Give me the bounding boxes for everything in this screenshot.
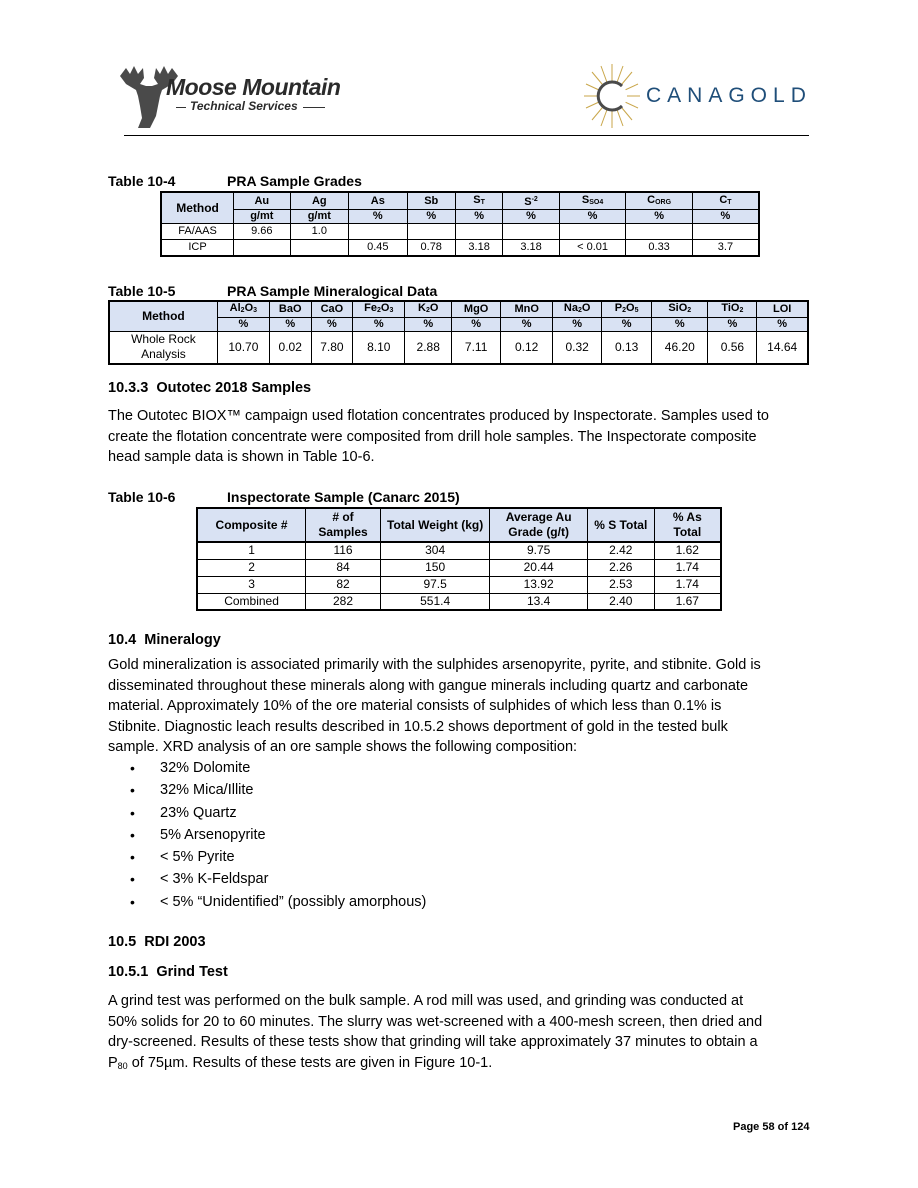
table-row	[197, 559, 721, 576]
moose-logo-line2: Technical Services	[190, 99, 298, 113]
table-cell: 7.11	[452, 332, 501, 364]
section-heading-10-4: 10.4 Mineralogy	[108, 632, 221, 648]
col-header: LOI	[757, 301, 808, 318]
moose-logo-line1: Moose Mountain	[166, 74, 341, 100]
table-cell: 0.32	[553, 332, 602, 364]
method-header: Method	[161, 192, 234, 224]
table-cell: Combined	[197, 593, 306, 610]
table-cell: 0.02	[269, 332, 311, 364]
table-cell	[455, 224, 502, 240]
col-header: MgO	[452, 301, 501, 318]
list-item: • < 3% K-Feldspar	[108, 868, 708, 890]
col-header: $Fe_2O_3$	[353, 301, 405, 318]
table-cell: 7.80	[311, 332, 353, 364]
table-row	[161, 224, 759, 240]
table-10-4	[160, 191, 760, 257]
moose-logo-rule-left	[176, 107, 186, 108]
unit-cell: %	[626, 210, 693, 224]
paragraph-line: dry-screened. Results of these tests show that grinding will take approximately 37 minutes to obtain a	[108, 1034, 758, 1050]
table-cell: 282	[306, 593, 381, 610]
unit-cell: %	[652, 318, 708, 332]
col-header: $S^{-2}$	[503, 192, 559, 210]
unit-cell: g/mt	[290, 210, 348, 224]
table-row	[197, 576, 721, 593]
col-header: $P_2O_5$	[602, 301, 652, 318]
table-cell: 3.18	[503, 240, 559, 256]
method-header: Method	[109, 301, 217, 332]
p80-symbol: P	[108, 1054, 118, 1071]
table-cell: 1.62	[654, 542, 721, 559]
table-cell: 2.88	[405, 332, 452, 364]
unit-cell: %	[692, 210, 759, 224]
table-cell: 2.53	[587, 576, 654, 593]
paragraph-line: A grind test was performed on the bulk sample. A rod mill was used, and grinding was conducted at	[108, 993, 744, 1009]
list-item: • 32% Dolomite	[108, 757, 708, 779]
table-cell: 551.4	[380, 593, 489, 610]
col-header: MnO	[501, 301, 553, 318]
p80-subscript: 80	[117, 1060, 128, 1071]
canagold-logo	[582, 60, 812, 132]
paragraph-line: head sample data is shown in Table 10-6.	[108, 449, 375, 465]
paragraph-line: Gold mineralization is associated primarily with the sulphides arsenopyrite, pyrite, and stibnite. Gold is	[108, 657, 761, 673]
table-cell	[290, 240, 348, 256]
table-cell	[349, 224, 407, 240]
table-title: Inspectorate Sample (Canarc 2015)	[227, 489, 460, 505]
section-heading-10-5-1: 10.5.1 Grind Test	[108, 964, 228, 980]
col-header: As	[349, 192, 407, 210]
paragraph-10-3-3	[108, 406, 808, 468]
col-header: # of Samples	[306, 508, 381, 542]
canagold-wordmark: CANAGOLD	[646, 84, 812, 107]
paragraph-line: Stibnite. Diagnostic leach results described in 10.5.2 shows deportment of gold in the tested bulk	[108, 718, 728, 735]
paragraph-line	[108, 1053, 808, 1077]
table-cell: 0.78	[407, 240, 455, 256]
unit-cell: %	[455, 210, 502, 224]
list-item: • 23% Quartz	[108, 802, 708, 824]
table-cell: 0.33	[626, 240, 693, 256]
table-cell: 2.26	[587, 559, 654, 576]
col-header: Composite #	[197, 508, 306, 542]
table-cell: 9.75	[490, 542, 588, 559]
table-cell: 2	[197, 559, 306, 576]
col-header: Ag	[290, 192, 348, 210]
unit-cell: %	[349, 210, 407, 224]
table-cell: 3.7	[692, 240, 759, 256]
table-cell	[692, 224, 759, 240]
unit-cell: %	[559, 210, 626, 224]
table-cell: FA/AAS	[161, 224, 234, 240]
col-header: $S_{SO4}$	[559, 192, 626, 210]
header-rule	[124, 135, 809, 136]
table-cell	[234, 240, 290, 256]
unit-cell: %	[553, 318, 602, 332]
col-header: Total Weight (kg)	[380, 508, 489, 542]
table-number: Table 10-4	[108, 173, 176, 189]
col-header: Average Au Grade (g/t)	[490, 508, 588, 542]
table-row	[109, 332, 808, 364]
composition-list	[108, 757, 708, 913]
unit-cell: %	[757, 318, 808, 332]
col-header: $Na_2O$	[553, 301, 602, 318]
col-header: $K_2O$	[405, 301, 452, 318]
table-cell	[503, 224, 559, 240]
table-number: Table 10-6	[108, 489, 176, 505]
table-cell: 13.92	[490, 576, 588, 593]
table-cell: 82	[306, 576, 381, 593]
col-header: $S_T$	[455, 192, 502, 210]
table-10-5	[108, 300, 809, 365]
table-row	[161, 240, 759, 256]
table-title: PRA Sample Mineralogical Data	[227, 283, 438, 299]
section-heading-10-3-3: 10.3.3 Outotec 2018 Samples	[108, 380, 312, 396]
table-cell	[407, 224, 455, 240]
table-cell: 150	[380, 559, 489, 576]
table-cell: 97.5	[380, 576, 489, 593]
table-cell: 10.70	[217, 332, 269, 364]
list-item: • 32% Mica/Illite	[108, 779, 708, 801]
unit-cell: %	[311, 318, 353, 332]
table-cell: 0.13	[602, 332, 652, 364]
table-cell: 46.20	[652, 332, 708, 364]
table-cell: 1.67	[654, 593, 721, 610]
col-header: Au	[234, 192, 290, 210]
table-10-6	[196, 507, 722, 611]
moose-mountain-logo	[116, 62, 346, 130]
table-cell: 8.10	[353, 332, 405, 364]
col-header: SiO$_2$	[652, 301, 708, 318]
unit-cell: g/mt	[234, 210, 290, 224]
paragraph-line: 50% solids for 20 to 60 minutes. The slurry was wet-screened with a 400-mesh screen, then dried and	[108, 1013, 763, 1030]
table-cell: 1.74	[654, 559, 721, 576]
col-header: BaO	[269, 301, 311, 318]
table-cell: 1	[197, 542, 306, 559]
col-header: $C_{ORG}$	[626, 192, 693, 210]
moose-logo-rule-right	[303, 107, 325, 108]
unit-cell: %	[407, 210, 455, 224]
table-cell: 1.74	[654, 576, 721, 593]
table-cell: 84	[306, 559, 381, 576]
unit-cell: %	[501, 318, 553, 332]
col-header: % S Total	[587, 508, 654, 542]
list-item: • 5% Arsenopyrite	[108, 824, 708, 846]
table-cell: 13.4	[490, 593, 588, 610]
table-cell	[626, 224, 693, 240]
paragraph-line: disseminated throughout these minerals along with gangue minerals including quartz and carbonate	[108, 677, 749, 694]
sunburst-icon	[582, 60, 642, 132]
table-cell: 1.0	[290, 224, 348, 240]
table-cell: 0.45	[349, 240, 407, 256]
section-heading-10-5: 10.5 RDI 2003	[108, 934, 206, 950]
col-header: CaO	[311, 301, 353, 318]
col-header: % As Total	[654, 508, 721, 542]
unit-cell: %	[503, 210, 559, 224]
unit-cell: %	[217, 318, 269, 332]
p80-text: of 75µm. Results of these tests are given in Figure 10-1.	[131, 1054, 493, 1071]
table-cell: 116	[306, 542, 381, 559]
row-label: Whole Rock Analysis	[109, 332, 217, 364]
table-cell: 9.66	[234, 224, 290, 240]
list-item: • < 5% Pyrite	[108, 846, 708, 868]
table-cell	[559, 224, 626, 240]
col-header: Sb	[407, 192, 455, 210]
table-row	[197, 593, 721, 610]
table-cell: 2.42	[587, 542, 654, 559]
table-number: Table 10-5	[108, 283, 176, 299]
unit-cell: %	[269, 318, 311, 332]
table-cell: 304	[380, 542, 489, 559]
unit-cell: %	[708, 318, 757, 332]
list-item: • < 5% “Unidentified” (possibly amorphous)	[108, 891, 708, 913]
unit-cell: %	[405, 318, 452, 332]
paragraph-10-5-1	[108, 991, 808, 1076]
paragraph-line: sample. XRD analysis of an ore sample shows the following composition:	[108, 739, 578, 755]
table-cell: 3.18	[455, 240, 502, 256]
paragraph-line: create the flotation concentrate were composited from drill hole samples. The Inspectorate composite	[108, 428, 757, 445]
table-cell: < 0.01	[559, 240, 626, 256]
unit-cell: %	[452, 318, 501, 332]
table-row	[197, 542, 721, 559]
col-header: $Al_2O_3$	[217, 301, 269, 318]
paragraph-line: The Outotec BIOX™ campaign used flotation concentrates produced by Inspectorate. Samples used to	[108, 408, 769, 424]
paragraph-10-4	[108, 655, 808, 758]
unit-cell: %	[602, 318, 652, 332]
table-cell: 3	[197, 576, 306, 593]
col-header: $C_T$	[692, 192, 759, 210]
table-title: PRA Sample Grades	[227, 173, 362, 189]
page-number: Page 58 of 124	[733, 1121, 810, 1133]
unit-cell: %	[353, 318, 405, 332]
col-header: TiO$_2$	[708, 301, 757, 318]
table-cell: ICP	[161, 240, 234, 256]
table-cell: 0.12	[501, 332, 553, 364]
table-cell: 0.56	[708, 332, 757, 364]
table-cell: 2.40	[587, 593, 654, 610]
paragraph-line: material. Approximately 10% of the ore material consists of sulphides of which less than 0.1% is	[108, 698, 722, 714]
table-cell: 20.44	[490, 559, 588, 576]
table-cell: 14.64	[757, 332, 808, 364]
